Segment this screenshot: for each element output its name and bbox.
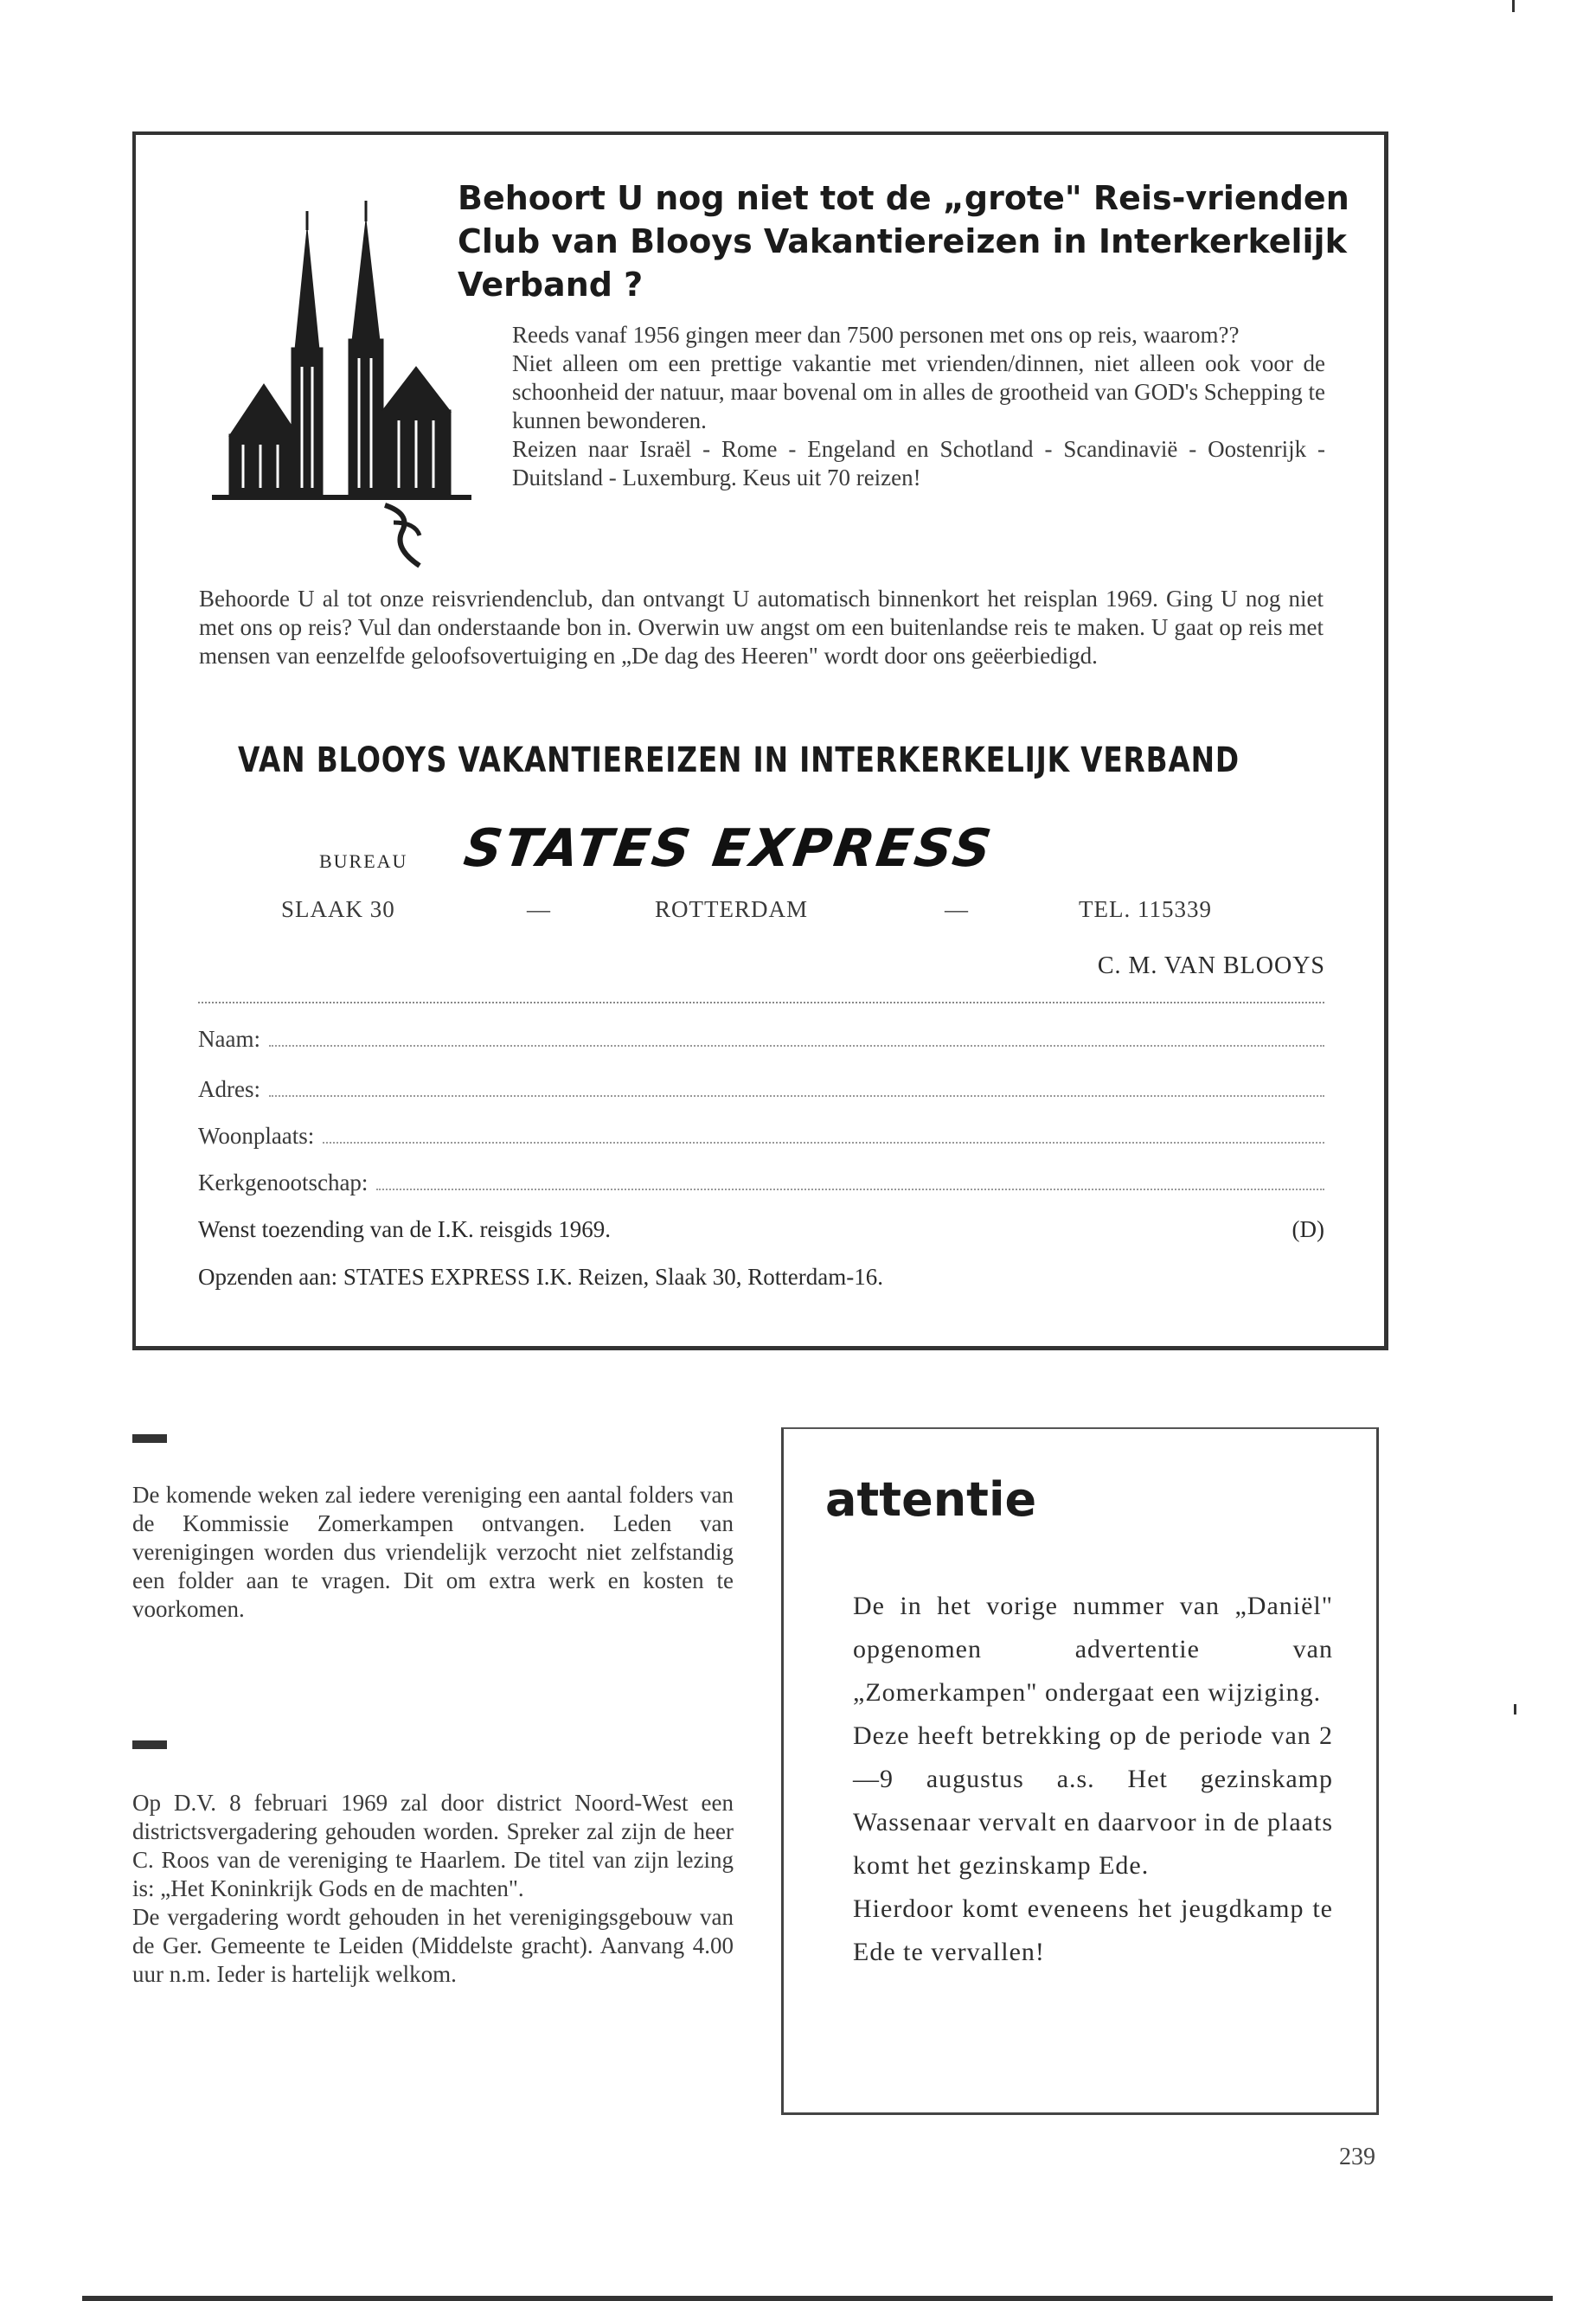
form-field-label: Woonplaats:	[198, 1123, 315, 1149]
attentie-box	[781, 1427, 1379, 2115]
attentie-paragraph: Hierdoor komt eveneens het jeugdkamp te Ede te vervallen!	[853, 1894, 1333, 1966]
left-column-paragraph-2	[132, 1789, 734, 1989]
request-code: (D)	[1292, 1216, 1324, 1242]
form-field-line[interactable]	[376, 1171, 1324, 1190]
ad-intro	[512, 321, 1325, 492]
left-column-paragraph-2b: De vergadering wordt gehouden in het verenigingsgebouw van de Ger. Gemeente te Leiden (Middelste gracht). Aanvang 4.00 uur n.m. Ieder is hartelijk welkom.	[132, 1904, 734, 1987]
request-line	[198, 1216, 1324, 1243]
send-line: Opzenden aan: STATES EXPRESS I.K. Reizen, Slaak 30, Rotterdam-16.	[198, 1264, 883, 1290]
form-field-line[interactable]	[323, 1125, 1324, 1144]
form-field-kerkgenootschap[interactable]	[198, 1170, 1324, 1196]
ad-intro-line: Reeds vanaf 1956 gingen meer dan 7500 personen met ons op reis, waarom??	[512, 322, 1240, 348]
cathedral-illustration	[212, 194, 489, 574]
form-field-naam[interactable]	[198, 1026, 1324, 1053]
section-marker	[132, 1740, 167, 1749]
address-phone: TEL. 115339	[1079, 896, 1212, 922]
form-field-label: Adres:	[198, 1076, 260, 1102]
brand-logo: STATES EXPRESS	[460, 818, 997, 879]
form-field-label: Kerkgenootschap:	[198, 1170, 369, 1195]
attentie-paragraph: De in het vorige nummer van „Daniël" opgenomen advertentie van „Zomerkampen" ondergaat een wijziging.	[853, 1592, 1333, 1707]
form-field-line[interactable]	[269, 1028, 1324, 1047]
address-street: SLAAK 30	[281, 896, 395, 922]
request-text: Wenst toezending van de I.K. reisgids 1969.	[198, 1216, 611, 1242]
attentie-title: attentie	[825, 1472, 1037, 1527]
ad-intro-line: Niet alleen om een prettige vakantie met vrienden/dinnen, niet alleen ook voor de schoonheid der natuur, maar bovenal om in alles de grootheid van GOD's Schepping te kunnen bewonderen.	[512, 350, 1325, 433]
left-column-paragraph-2a: Op D.V. 8 februari 1969 zal door district Noord-West een districtsvergadering gehouden worden. Spreker zal zijn de heer C. Roos van de vereniging te Haarlem. De titel van zijn lezing is: „Het Koninkrijk Gods en de machten".	[132, 1790, 734, 1901]
form-field-adres[interactable]	[198, 1076, 1324, 1103]
company-name: VAN BLOOYS VAKANTIEREIZEN IN INTERKERKELIJK VERBAND	[238, 740, 1240, 780]
scan-edge-mark	[1514, 1704, 1516, 1715]
bureau-label: BUREAU	[319, 850, 408, 872]
address-dash: —	[945, 896, 969, 922]
form-field-label: Naam:	[198, 1026, 260, 1052]
section-marker	[132, 1434, 167, 1443]
address-city: ROTTERDAM	[655, 896, 808, 922]
scan-edge-mark	[1512, 0, 1515, 12]
form-field-woonplaats[interactable]	[198, 1123, 1324, 1150]
scan-edge-mark	[82, 2296, 1553, 2301]
form-field-line[interactable]	[269, 1078, 1324, 1097]
attentie-paragraph: Deze heeft betrekking op de periode van 2—9 augustus a.s. Het gezinskamp Wassenaar vervalt en daarvoor in de plaats komt het gezinskamp Ede.	[853, 1721, 1333, 1880]
ad-headline: Behoort U nog niet tot de „grote" Reis-vrienden Club van Blooys Vakantiereizen in Interkerkelijk Verband ?	[458, 179, 1349, 304]
left-column-paragraph-1: De komende weken zal iedere vereniging een aantal folders van de Kommissie Zomerkampen ontvangen. Leden van verenigingen worden dus vriendelijk verzocht niet zelfstandig een folder aan te vragen. Dit om extra werk en kosten te voorkomen.	[132, 1482, 734, 1622]
coupon-divider	[198, 1002, 1324, 1003]
ad-intro-line: Reizen naar Israël - Rome - Engeland en Schotland - Scandinavië - Oostenrijk - Duitsland - Luxemburg. Keus uit 70 reizen!	[512, 436, 1325, 490]
page-number: 239	[1339, 2144, 1375, 2170]
contact-name: C. M. VAN BLOOYS	[1097, 952, 1325, 979]
advertisement-box	[132, 131, 1388, 1350]
address-dash: —	[527, 896, 551, 922]
attentie-body	[853, 1585, 1333, 1974]
ad-invite-paragraph: Behoorde U al tot onze reisvriendenclub, dan ontvangt U automatisch binnenkort het reisplan 1969. Ging U nog niet met ons op reis? Vul dan onderstaande bon in. Overwin uw angst om een buitenlandse reis te maken. U gaat op reis met mensen van eenzelfde geloofsovertuiging en „De dag des Heeren" wordt door ons geëerbiedigd.	[199, 586, 1324, 669]
